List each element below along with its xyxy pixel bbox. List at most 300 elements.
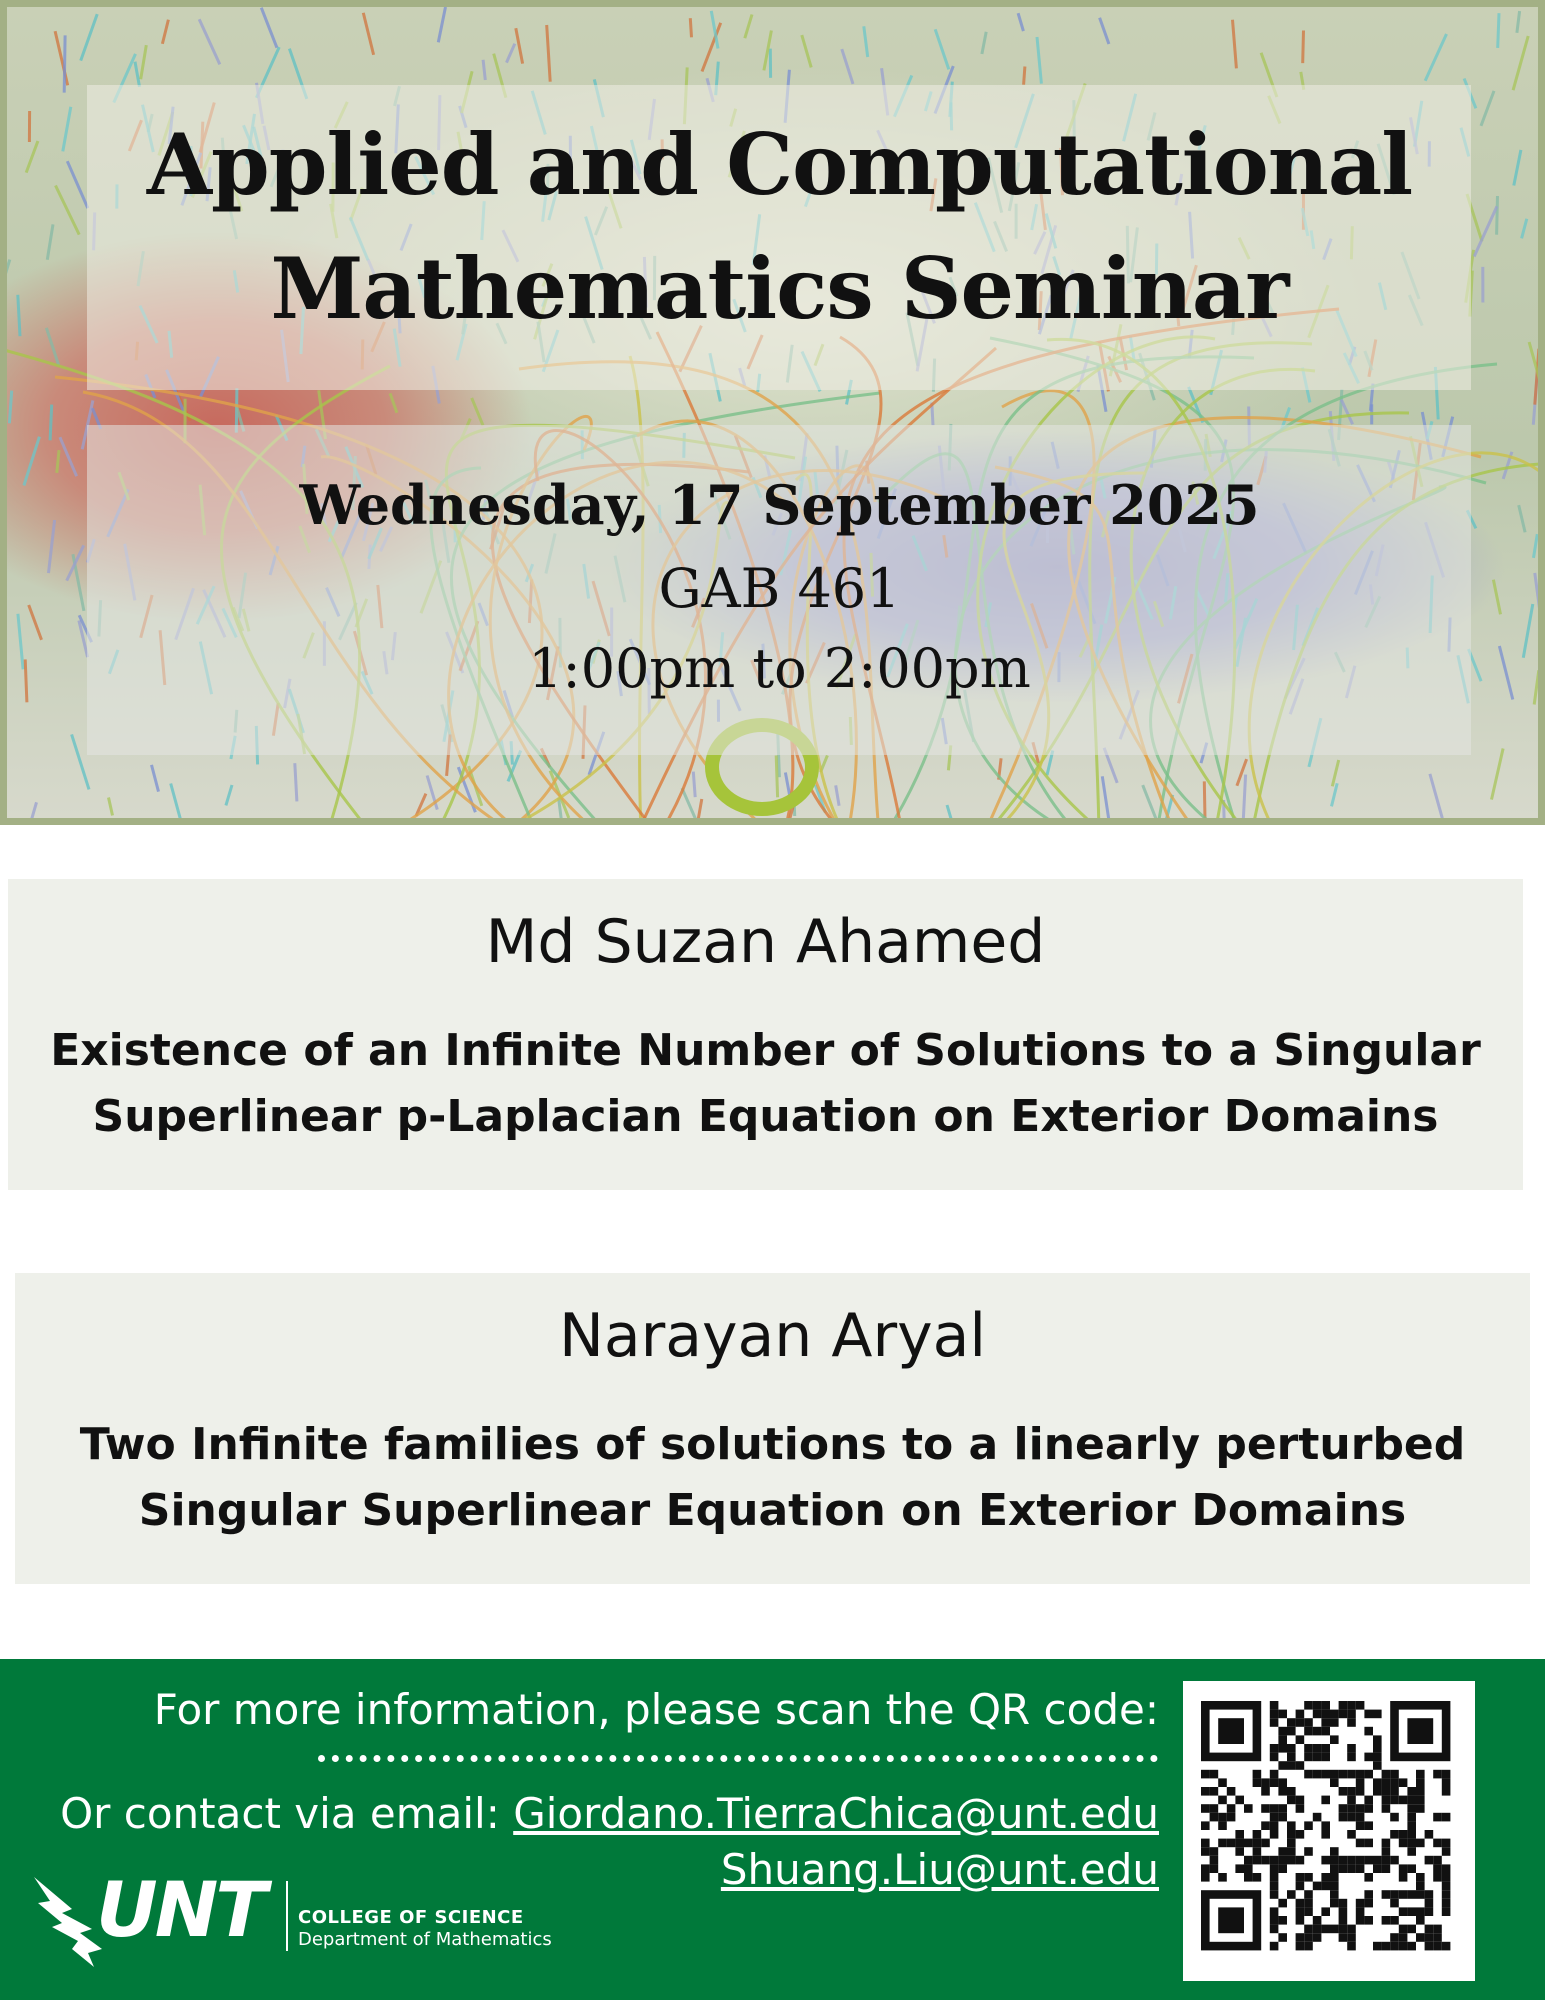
qr-module xyxy=(1201,1864,1210,1873)
qr-module xyxy=(1330,1735,1339,1744)
dotted-divider xyxy=(318,1755,1158,1762)
seminar-title-line-1: Applied and Computational xyxy=(146,115,1413,214)
qr-module xyxy=(1270,1882,1279,1891)
qr-module xyxy=(1442,1839,1451,1848)
logo-divider xyxy=(286,1881,288,1951)
qr-module xyxy=(1278,1864,1287,1873)
qr-module xyxy=(1304,1942,1313,1951)
qr-module xyxy=(1347,1701,1356,1710)
qr-module xyxy=(1278,1933,1287,1942)
qr-module xyxy=(1347,1787,1356,1796)
field-arrow xyxy=(162,20,168,44)
qr-module xyxy=(1399,1839,1408,1848)
qr-module xyxy=(1416,1796,1425,1805)
qr-module xyxy=(1373,1942,1382,1951)
qr-module xyxy=(1364,1890,1373,1899)
qr-module xyxy=(1287,1830,1296,1839)
qr-module xyxy=(1270,1916,1279,1925)
qr-module xyxy=(1304,1925,1313,1934)
qr-module xyxy=(1416,1933,1425,1942)
field-arrow xyxy=(60,437,77,476)
qr-module xyxy=(1347,1942,1356,1951)
qr-module xyxy=(1356,1839,1365,1848)
qr-module xyxy=(1210,1847,1219,1856)
qr-module xyxy=(1364,1770,1373,1779)
field-arrow xyxy=(438,7,445,42)
qr-module xyxy=(1218,1813,1227,1822)
qr-module xyxy=(1407,1787,1416,1796)
qr-module xyxy=(1330,1864,1339,1873)
email-link-2[interactable]: Shuang.Liu@unt.edu xyxy=(720,1845,1159,1894)
field-arrow xyxy=(1143,785,1157,820)
qr-module xyxy=(1244,1804,1253,1813)
qr-module xyxy=(1433,1770,1442,1779)
qr-module xyxy=(1390,1856,1399,1865)
field-arrow xyxy=(836,785,839,805)
qr-module xyxy=(1330,1770,1339,1779)
contact-prefix: Or contact via email: xyxy=(60,1789,514,1838)
field-arrow xyxy=(1535,349,1539,405)
qr-module xyxy=(1296,1761,1305,1770)
qr-module xyxy=(1270,1856,1279,1865)
qr-module xyxy=(1364,1804,1373,1813)
qr-module xyxy=(1313,1925,1322,1934)
qr-module xyxy=(1347,1856,1356,1865)
qr-module xyxy=(1270,1753,1279,1762)
qr-module xyxy=(1321,1882,1330,1891)
qr-module xyxy=(1390,1933,1399,1942)
qr-module xyxy=(1218,1778,1227,1787)
qr-module xyxy=(1296,1899,1305,1908)
qr-module xyxy=(1201,1873,1210,1882)
field-arrow xyxy=(135,62,140,87)
qr-module xyxy=(1270,1710,1279,1719)
qr-module xyxy=(1261,1821,1270,1830)
qr-module xyxy=(1347,1925,1356,1934)
qr-module xyxy=(1278,1744,1287,1753)
qr-module xyxy=(1382,1804,1391,1813)
qr-module xyxy=(1339,1710,1348,1719)
field-arrow xyxy=(947,805,958,825)
qr-module xyxy=(1339,1856,1348,1865)
qr-module xyxy=(1235,1839,1244,1848)
qr-module xyxy=(1390,1899,1399,1908)
qr-module xyxy=(1382,1890,1391,1899)
qr-module xyxy=(1270,1821,1279,1830)
qr-module xyxy=(1330,1778,1339,1787)
talk-card-2 xyxy=(15,1273,1530,1584)
qr-module xyxy=(1407,1925,1416,1934)
qr-module xyxy=(1261,1787,1270,1796)
qr-module xyxy=(1296,1916,1305,1925)
unt-wordmark: UNT xyxy=(96,1865,265,1954)
qr-module xyxy=(1270,1925,1279,1934)
qr-module xyxy=(1407,1907,1416,1916)
qr-module xyxy=(1390,1916,1399,1925)
qr-module xyxy=(1399,1796,1408,1805)
qr-module xyxy=(1356,1916,1365,1925)
field-arrow xyxy=(507,44,515,63)
qr-module xyxy=(1382,1847,1391,1856)
qr-module xyxy=(1296,1830,1305,1839)
qr-module xyxy=(1278,1847,1287,1856)
contact-line xyxy=(60,1789,1159,1838)
qr-module xyxy=(1253,1839,1262,1848)
field-arrow xyxy=(81,14,98,61)
qr-module xyxy=(1210,1856,1219,1865)
college-name: COLLEGE OF SCIENCE xyxy=(298,1907,524,1928)
qr-module xyxy=(1287,1744,1296,1753)
qr-module xyxy=(1407,1804,1416,1813)
qr-module xyxy=(1425,1942,1434,1951)
qr-module xyxy=(1347,1710,1356,1719)
field-arrow xyxy=(1024,67,1025,85)
qr-module xyxy=(1339,1916,1348,1925)
footer xyxy=(0,1659,1545,2000)
qr-module xyxy=(1313,1710,1322,1719)
qr-module xyxy=(1227,1813,1236,1822)
qr-module xyxy=(1330,1882,1339,1891)
email-link-1[interactable]: Giordano.TierraChica@unt.edu xyxy=(513,1789,1159,1838)
qr-module xyxy=(1364,1753,1373,1762)
qr-module xyxy=(1433,1873,1442,1882)
qr-code[interactable] xyxy=(1183,1681,1475,1981)
qr-module xyxy=(1364,1856,1373,1865)
qr-module xyxy=(1425,1907,1434,1916)
qr-module xyxy=(1407,1830,1416,1839)
qr-module xyxy=(1433,1856,1442,1865)
qr-module xyxy=(1321,1701,1330,1710)
qr-module xyxy=(1227,1804,1236,1813)
qr-module xyxy=(1313,1701,1322,1710)
qr-module xyxy=(1270,1830,1279,1839)
qr-module xyxy=(1442,1899,1451,1908)
field-arrow xyxy=(295,763,297,801)
speaker-name: Md Suzan Ahamed xyxy=(485,907,1046,977)
qr-module xyxy=(1390,1942,1399,1951)
field-arrow xyxy=(802,35,811,67)
qr-module xyxy=(1382,1796,1391,1805)
qr-module xyxy=(1330,1899,1339,1908)
qr-module xyxy=(1339,1813,1348,1822)
qr-module xyxy=(1201,1821,1210,1830)
qr-module xyxy=(1261,1778,1270,1787)
qr-module xyxy=(1347,1804,1356,1813)
qr-module xyxy=(1407,1821,1416,1830)
qr-module xyxy=(1373,1856,1382,1865)
qr-module xyxy=(1390,1787,1399,1796)
field-arrow xyxy=(547,25,551,82)
qr-module xyxy=(1270,1890,1279,1899)
qr-module xyxy=(1399,1925,1408,1934)
qr-module xyxy=(1304,1718,1313,1727)
qr-module xyxy=(1442,1847,1451,1856)
qr-module xyxy=(1347,1813,1356,1822)
qr-module xyxy=(1304,1907,1313,1916)
qr-module xyxy=(1356,1804,1365,1813)
field-arrow xyxy=(1341,400,1352,425)
qr-module xyxy=(1218,1873,1227,1882)
qr-module xyxy=(1278,1813,1287,1822)
qr-module xyxy=(1390,1770,1399,1779)
qr-module xyxy=(1313,1813,1322,1822)
qr-module xyxy=(1390,1890,1399,1899)
qr-module xyxy=(1304,1847,1313,1856)
qr-module xyxy=(1356,1787,1365,1796)
qr-module xyxy=(1347,1830,1356,1839)
qr-module xyxy=(1330,1890,1339,1899)
field-arrow xyxy=(152,765,159,792)
qr-module xyxy=(1270,1907,1279,1916)
qr-module xyxy=(1407,1890,1416,1899)
field-arrow xyxy=(864,26,868,57)
field-arrow xyxy=(1037,37,1041,84)
field-arrow xyxy=(9,391,11,424)
qr-module xyxy=(1373,1710,1382,1719)
qr-module xyxy=(1356,1770,1365,1779)
talk-card-1 xyxy=(8,879,1523,1190)
field-arrow xyxy=(483,60,485,80)
qr-module xyxy=(1253,1830,1262,1839)
qr-module xyxy=(1416,1770,1425,1779)
qr-module xyxy=(1321,1830,1330,1839)
qr-module xyxy=(1416,1787,1425,1796)
qr-module xyxy=(1321,1796,1330,1805)
qr-module xyxy=(1278,1804,1287,1813)
qr-module xyxy=(1330,1718,1339,1727)
field-arrow xyxy=(472,398,483,426)
unt-logo xyxy=(32,1865,592,1975)
seminar-title-line-2: Mathematics Seminar xyxy=(270,239,1289,338)
qr-module xyxy=(1313,1770,1322,1779)
field-arrow xyxy=(690,18,691,37)
qr-module xyxy=(1304,1727,1313,1736)
qr-module xyxy=(1296,1796,1305,1805)
qr-module xyxy=(1339,1787,1348,1796)
qr-module xyxy=(1321,1925,1330,1934)
qr-module xyxy=(1287,1856,1296,1865)
qr-module xyxy=(1442,1907,1451,1916)
qr-module xyxy=(1416,1778,1425,1787)
qr-module xyxy=(1321,1753,1330,1762)
qr-module xyxy=(1244,1856,1253,1865)
qr-module xyxy=(1244,1873,1253,1882)
qr-module xyxy=(1235,1864,1244,1873)
qr-module xyxy=(1339,1907,1348,1916)
qr-module xyxy=(1321,1821,1330,1830)
qr-module xyxy=(1270,1873,1279,1882)
qr-module xyxy=(1356,1701,1365,1710)
field-arrow xyxy=(693,772,695,798)
field-arrow xyxy=(1332,760,1338,786)
qr-module xyxy=(1287,1787,1296,1796)
field-arrow xyxy=(516,28,523,63)
qr-module xyxy=(1390,1830,1399,1839)
field-arrow xyxy=(842,49,853,84)
qr-module xyxy=(1347,1770,1356,1779)
qr-module xyxy=(1218,1821,1227,1830)
qr-module xyxy=(1296,1942,1305,1951)
qr-module xyxy=(1296,1735,1305,1744)
field-arrow xyxy=(171,784,184,826)
qr-module xyxy=(1304,1899,1313,1908)
qr-module xyxy=(1278,1899,1287,1908)
qr-module xyxy=(1347,1796,1356,1805)
qr-module xyxy=(1321,1770,1330,1779)
qr-module xyxy=(1287,1839,1296,1848)
qr-module xyxy=(1235,1847,1244,1856)
qr-module xyxy=(1399,1778,1408,1787)
qr-module xyxy=(1210,1770,1219,1779)
qr-module xyxy=(1399,1890,1408,1899)
qr-module xyxy=(1201,1847,1210,1856)
qr-module xyxy=(1330,1847,1339,1856)
field-arrow xyxy=(226,785,232,805)
field-arrow xyxy=(1332,783,1338,806)
qr-module xyxy=(1382,1916,1391,1925)
field-arrow xyxy=(935,29,949,69)
qr-module xyxy=(1304,1933,1313,1942)
field-arrow xyxy=(31,802,36,820)
qr-module xyxy=(1356,1864,1365,1873)
field-arrow xyxy=(50,405,52,441)
qr-module xyxy=(1313,1753,1322,1762)
qr-module xyxy=(1407,1813,1416,1822)
field-arrow xyxy=(1018,13,1023,31)
qr-module xyxy=(1313,1744,1322,1753)
qr-module xyxy=(1416,1839,1425,1848)
qr-module xyxy=(1278,1727,1287,1736)
talk-title-line-2: Superlinear p-Laplacian Equation on Exterior Domains xyxy=(92,1091,1439,1142)
field-arrow xyxy=(1517,11,1520,33)
qr-module xyxy=(1201,1787,1210,1796)
qr-module xyxy=(1442,1770,1451,1779)
qr-module xyxy=(1270,1813,1279,1822)
qr-module xyxy=(1390,1796,1399,1805)
speaker-name: Narayan Aryal xyxy=(558,1301,987,1371)
qr-module xyxy=(1227,1787,1236,1796)
qr-module xyxy=(1399,1830,1408,1839)
qr-module xyxy=(1270,1864,1279,1873)
field-arrow xyxy=(1102,776,1108,818)
qr-module xyxy=(1373,1787,1382,1796)
field-arrow xyxy=(776,755,777,797)
qr-module xyxy=(1364,1821,1373,1830)
qr-module xyxy=(1253,1778,1262,1787)
field-arrow xyxy=(390,393,397,412)
qr-module xyxy=(1296,1856,1305,1865)
header-banner xyxy=(0,0,1545,825)
qr-module xyxy=(1201,1770,1210,1779)
qr-module xyxy=(1364,1873,1373,1882)
qr-module xyxy=(1321,1744,1330,1753)
qr-module xyxy=(1244,1839,1253,1848)
qr-module xyxy=(1235,1796,1244,1805)
qr-module xyxy=(1416,1916,1425,1925)
qr-module xyxy=(1407,1796,1416,1805)
qr-module xyxy=(1416,1804,1425,1813)
qr-module xyxy=(1278,1735,1287,1744)
qr-module xyxy=(1356,1907,1365,1916)
qr-module xyxy=(1399,1933,1408,1942)
qr-module xyxy=(1399,1942,1408,1951)
qr-module xyxy=(1304,1890,1313,1899)
qr-module xyxy=(1433,1925,1442,1934)
qr-finder xyxy=(1407,1718,1433,1744)
qr-module xyxy=(1433,1864,1442,1873)
qr-module xyxy=(1304,1753,1313,1762)
qr-module xyxy=(1296,1907,1305,1916)
qr-module xyxy=(1416,1873,1425,1882)
qr-module xyxy=(1442,1873,1451,1882)
field-arrow xyxy=(64,35,65,92)
qr-module xyxy=(1356,1778,1365,1787)
field-arrow xyxy=(785,773,789,797)
field-arrow xyxy=(363,13,373,55)
field-arrow xyxy=(1100,18,1109,44)
qr-module xyxy=(1304,1701,1313,1710)
qr-module xyxy=(1339,1804,1348,1813)
qr-module xyxy=(1373,1778,1382,1787)
qr-module xyxy=(1390,1778,1399,1787)
field-arrow xyxy=(1430,774,1442,818)
qr-module xyxy=(1296,1873,1305,1882)
field-arrow xyxy=(1233,20,1237,69)
qr-module xyxy=(1390,1813,1399,1822)
qr-module xyxy=(1304,1821,1313,1830)
qr-module xyxy=(1382,1778,1391,1787)
qr-module xyxy=(1373,1761,1382,1770)
field-arrow xyxy=(698,799,702,823)
qr-module xyxy=(1218,1839,1227,1848)
qr-module xyxy=(1442,1813,1451,1822)
qr-module xyxy=(1278,1787,1287,1796)
qr-module xyxy=(1407,1942,1416,1951)
qr-module xyxy=(1407,1847,1416,1856)
qr-module xyxy=(1304,1873,1313,1882)
qr-module xyxy=(1399,1873,1408,1882)
qr-module xyxy=(1201,1804,1210,1813)
qr-module xyxy=(1296,1710,1305,1719)
qr-module xyxy=(1235,1830,1244,1839)
qr-module xyxy=(1407,1839,1416,1848)
qr-module xyxy=(1433,1942,1442,1951)
talk-title-line-1: Existence of an Infinite Number of Solutions to a Singular xyxy=(50,1025,1481,1076)
qr-module xyxy=(1287,1890,1296,1899)
qr-module xyxy=(1253,1873,1262,1882)
email-link-2-line xyxy=(721,1845,1159,1894)
qr-module xyxy=(1416,1882,1425,1891)
qr-module xyxy=(1339,1770,1348,1779)
qr-module xyxy=(1433,1933,1442,1942)
department-name: Department of Mathematics xyxy=(298,1929,552,1950)
qr-module xyxy=(1399,1907,1408,1916)
qr-code-pattern xyxy=(1183,1681,1475,1981)
qr-module xyxy=(1287,1847,1296,1856)
qr-module xyxy=(1278,1916,1287,1925)
qr-module xyxy=(1296,1882,1305,1891)
qr-module xyxy=(1321,1710,1330,1719)
talk-title-line-2: Singular Superlinear Equation on Exterior Domains xyxy=(138,1485,1407,1536)
qr-module xyxy=(1347,1864,1356,1873)
qr-module xyxy=(1425,1830,1434,1839)
qr-module xyxy=(1313,1933,1322,1942)
qr-module xyxy=(1270,1744,1279,1753)
qr-module xyxy=(1227,1839,1236,1848)
qr-module xyxy=(1278,1710,1287,1719)
qr-module xyxy=(1347,1718,1356,1727)
qr-module xyxy=(1321,1718,1330,1727)
